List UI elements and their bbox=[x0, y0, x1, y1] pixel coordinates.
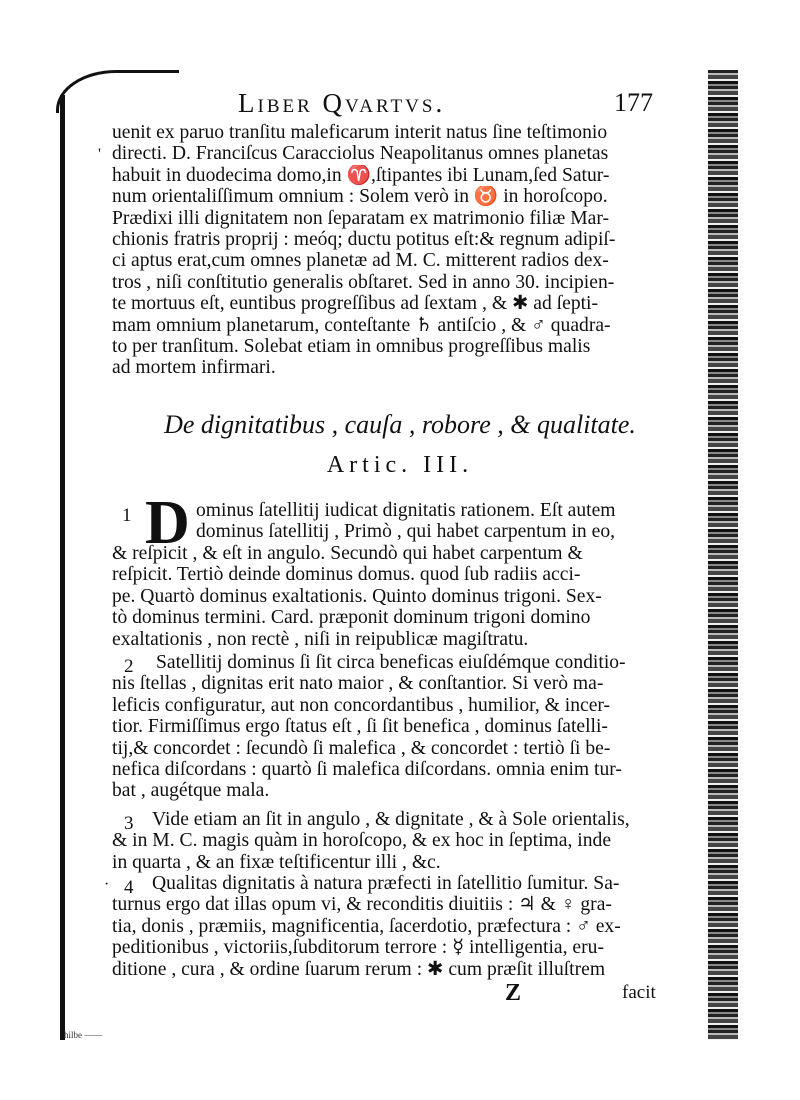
paragraph-2 bbox=[112, 652, 672, 802]
margin-mark: ' bbox=[98, 146, 101, 163]
text-line: Satellitij dominus ſi ſit circa beneficas eiuſdémque conditio- bbox=[156, 652, 626, 673]
text-line: uenit ex paruo tranſitu maleficarum interit natus ſine teſtimonio bbox=[112, 122, 608, 143]
article-heading: Artic. III. bbox=[326, 452, 474, 478]
text-line: ditione , cura , & ordine ſuarum rerum : ✱ cum præſit illuſtrem bbox=[112, 958, 606, 980]
text-line: tia, donis , præmiis, magnificentia, ſacerdotio, præfectura : ♂ ex- bbox=[112, 915, 621, 937]
text-line: dominus ſatellitij , Primò , qui habet carpentum in eo, bbox=[196, 521, 616, 543]
signature-mark: Z bbox=[505, 980, 522, 1006]
text-line: directi. D. Franciſcus Caracciolus Neapolitanus omnes planetas bbox=[112, 143, 609, 165]
text-line: tò dominus termini. Card. præponit dominum trigoni domino bbox=[112, 607, 591, 629]
paragraph-1 bbox=[112, 543, 672, 650]
text-line: Qualitas dignitatis à natura præfecti in ſatellitio ſumitur. Sa- bbox=[152, 873, 620, 894]
text-line: & in M. C. magis quàm in horoſcopo, & ex hoc in ſeptima, inde bbox=[112, 830, 612, 852]
text-line: Vide etiam an ſit in angulo , & dignitate , & à Sole orientalis, bbox=[152, 809, 630, 830]
text-line: Prædixi illi dignitatem non ſeparatam ex matrimonio filiæ Mar- bbox=[112, 207, 609, 229]
text-line: num orientaliſſimum omnium : Solem verò in ♉ in horoſcopo. bbox=[112, 186, 608, 208]
paragraph-number: 4 bbox=[124, 877, 134, 898]
right-page-edge-shadow bbox=[708, 70, 738, 1040]
text-line: in quarta , & an fixæ teſtificentur illi , &c. bbox=[112, 851, 441, 873]
text-line: exaltationis , non rectè , niſi in reipublicæ magiſtratu. bbox=[112, 628, 529, 650]
text-line: mam omnium planetarum, conteſtante ♄ antiſcio , & ♂ quadra- bbox=[112, 314, 611, 336]
text-line: leficis configuratur, aut non concordantibus , humilior, & incer- bbox=[112, 694, 611, 716]
bottom-scrawl: hilbe —— bbox=[64, 1030, 103, 1040]
paragraph-1-lead bbox=[196, 500, 672, 543]
paragraph-4 bbox=[112, 873, 672, 980]
drop-capital: D bbox=[145, 489, 190, 557]
paragraph-number: 2 bbox=[124, 656, 134, 677]
catchword: facit bbox=[622, 982, 656, 1003]
text-line: habuit in duodecima domo,in ♈,ſtipantes ibi Lunam,ſed Satur- bbox=[112, 164, 610, 186]
text-line: tij,& concordet : ſecundò ſi malefica , & concordet : tertiò ſi be- bbox=[112, 737, 611, 759]
paragraph-number: 3 bbox=[124, 813, 134, 834]
text-line: te mortuus eſt, euntibus progreſſibus ad ſextam , & ✱ ad ſepti- bbox=[112, 293, 599, 315]
text-line: tros , niſi conſtitutio generalis obſtaret. Sed in anno 30. incipien- bbox=[112, 271, 615, 293]
text-line: nis ſtellas , dignitas erit nato maior , & conſtantior. Si verò ma- bbox=[112, 673, 604, 695]
page-number: 177 bbox=[614, 88, 653, 117]
text-line: ci aptus erat,cum omnes planetæ ad M. C. mitterent radios dex- bbox=[112, 250, 609, 272]
text-line: reſpicit. Tertiò deinde dominus domus. quod ſub radiis acci- bbox=[112, 564, 581, 586]
text-line: chionis fratris proprij : meóq; ductu potitus eſt:& regnum adipiſ- bbox=[112, 229, 616, 251]
text-line: bat , augétque mala. bbox=[112, 780, 270, 802]
section-heading: De dignitatibus , cauſa , robore , & qualitate. bbox=[164, 410, 636, 439]
running-header bbox=[0, 88, 800, 124]
left-page-edge bbox=[60, 95, 65, 1040]
body-text-top bbox=[112, 122, 672, 379]
text-line: tior. Firmiſſimus ergo ſtatus eſt , ſi ſit benefica , dominus ſatelli- bbox=[112, 716, 608, 738]
running-title: Liber Qvartvs. bbox=[238, 88, 446, 118]
text-line: & reſpicit , & eſt in angulo. Secundò qui habet carpentum & bbox=[112, 543, 583, 564]
text-line: pe. Quartò dominus exaltationis. Quinto dominus trigoni. Sex- bbox=[112, 585, 602, 607]
text-line: turnus ergo dat illas opum vi, & reconditis diuitiis : ♃ & ♀ gra- bbox=[112, 894, 612, 916]
text-line: ominus ſatellitij iudicat dignitatis rationem. Eſt autem bbox=[196, 500, 616, 521]
text-line: nefica diſcordans : quartò ſi malefica diſcordans. omnia enim tur- bbox=[112, 759, 622, 781]
text-line: ad mortem infirmari. bbox=[112, 357, 276, 379]
paragraph-number: 1 bbox=[122, 505, 132, 526]
text-line: peditionibus , victoriis,ſubditorum terrore : ☿ intelligentia, eru- bbox=[112, 937, 604, 959]
margin-mark: · bbox=[104, 876, 110, 893]
text-line: to per tranſitum. Solebat etiam in omnibus progreſſibus malis bbox=[112, 336, 591, 358]
paragraph-3 bbox=[112, 809, 672, 873]
